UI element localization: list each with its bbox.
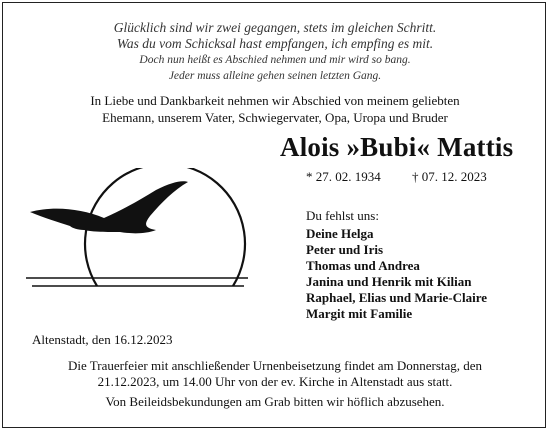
intro-line-2: Ehemann, unserem Vater, Schwiegervater, Opa, Uropa und Bruder <box>102 110 448 125</box>
mourner-name: Margit mit Familie <box>306 306 413 321</box>
poem-line-3: Doch nun heißt es Abschied nehmen und mir wird so bang. <box>139 54 411 66</box>
poem <box>0 20 550 84</box>
poem-line-4: Jeder muss alleine gehen seinen letzten Gang. <box>168 70 382 82</box>
mourner-list <box>306 226 487 322</box>
mourner-name: Peter und Iris <box>306 242 384 257</box>
life-dates <box>306 169 487 185</box>
seagull-silhouette <box>30 181 188 233</box>
condolence-note: Von Beileidsbekundungen am Grab bitten wir höflich abzusehen. <box>105 394 445 409</box>
death-date: † 07. 12. 2023 <box>412 169 487 184</box>
place-and-date: Altenstadt, den 16.12.2023 <box>32 332 173 347</box>
deceased-name: Alois »Bubi« Mattis <box>280 132 514 162</box>
mourner-name: Deine Helga <box>306 226 374 241</box>
miss-you-label: Du fehlst uns: <box>306 208 379 223</box>
poem-line-1: Glücklich sind wir zwei gegangen, stets im gleichen Schritt. <box>113 20 437 35</box>
farewell-intro <box>0 92 550 126</box>
seagull-over-setting-sun-icon <box>22 168 252 296</box>
poem-line-2: Was du vom Schicksal hast empfangen, ich empfing es mit. <box>116 36 434 51</box>
funeral-info <box>0 358 550 390</box>
mourner-name: Raphael, Elias und Marie-Claire <box>306 290 488 305</box>
birth-date: * 27. 02. 1934 <box>306 169 381 184</box>
mourner-name: Janina und Henrik mit Kilian <box>306 274 472 289</box>
mourner-name: Thomas und Andrea <box>306 258 420 273</box>
intro-line-1: In Liebe und Dankbarkeit nehmen wir Abschied von meinem geliebten <box>90 93 460 108</box>
funeral-line-1: Die Trauerfeier mit anschließender Urnenbeisetzung findet am Donnerstag, den <box>67 358 483 373</box>
funeral-line-2: 21.12.2023, um 14.00 Uhr von der ev. Kirche in Altenstadt aus statt. <box>97 374 453 389</box>
